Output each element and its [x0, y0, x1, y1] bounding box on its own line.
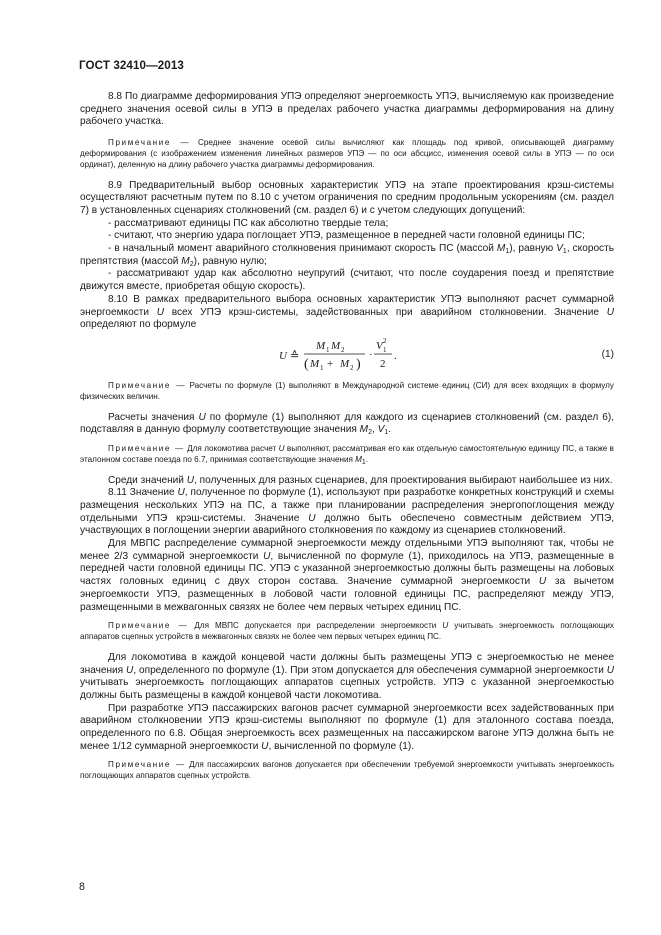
svg-text:2: 2 [383, 336, 387, 345]
note-2: Примечание — Расчеты по формуле (1) выполняют в Международной системе единиц (СИ) для всех входящих в формулу физических величин. [80, 380, 614, 401]
formula-v1: V [376, 339, 383, 352]
formula-lhs: U [279, 349, 287, 362]
svg-text:2: 2 [350, 363, 354, 372]
paragraph-among: Среди значений U, полученных для разных сценариев, для проектирования выбирают наибольшее из них. [108, 474, 613, 486]
paragraph-8-11: 8.11 Значение U, полученное по формуле (1), используют при разработке конкретных конструкций и схемы размещения нескольких УПЭ на ПС, а также при планировании распределения энергопоглощения между отдельными УПЭ крэш-системы. Значение U должно быть обеспечено совместным действием УПЭ, участвующих в поглощении энергии аварийного столкновения по каждому из сценариев столкновений. [80, 487, 614, 537]
svg-text:.: . [394, 349, 397, 362]
note-5: Примечание — Для пассажирских вагонов допускается при обеспечении требуемой энергоемкости учитывать энергоемкость поглощающих аппаратов сцепных устройств. [80, 760, 614, 781]
svg-text:1: 1 [326, 345, 330, 354]
list-item: - рассматривают удар как абсолютно неупругий (считают, что после соударения поезд и препятствие движутся вместе, приобретая общую скорость). [80, 268, 614, 293]
list-item: - рассматривают единицы ПС как абсолютно твердые тела; [108, 217, 389, 229]
paragraph-8-9: 8.9 Предварительный выбор основных характеристик УПЭ на этапе проектирования крэш-системы осуществляют расчетным путем по 8.10 с учетом ограничения по средним продольным ускорениям (см. раздел 7) в установленных сценариях столкновений (см. раздел 6) и с учетом следующих допущений: [80, 179, 614, 216]
note-3: Примечание — Для локомотива расчет U выполняют, рассматривая его как отдельную самостоятельную единицу ПС, а также в эталонном составе поезда по 6.7, принимая соответствующие значения $M_1$. [80, 443, 614, 466]
paragraph-calc: Расчеты значения U по формуле (1) выполняют для каждого из сценариев столкновений (см. раздел 6), подставляя в данную формулу соответствующие значения $M_2$, $V_1$. [80, 411, 615, 437]
paragraph-8-10: 8.10 В рамках предварительного выбора основных характеристик УПЭ выполняют расчет суммарной энергоемкости U всех УПЭ крэш-системы, задействованных при аварийном столкновении. Значение U определяют по формуле [80, 293, 614, 331]
note-1 [80, 138, 614, 170]
note-label: Примечание — [108, 138, 191, 148]
paragraph-mvps: Для МВПС распределение суммарной энергоемкости между отдельными УПЭ выполняют так, чтобы не менее 2/3 суммарной энергоемкости U, вычисленной по формуле (1), приходилось на УПЭ, размещенные в передней части головной единицы ПС. УПЭ с указанной энергоемкостью должны быть размещены на лобовых частях головных единиц с двух сторон состава. Значение суммарной энергоемкости U за вычетом энергоемкости УПЭ, размещенных в лобовой части головной единицы ПС, распределяют между УПЭ, размещенными в межвагонных связях не более чем первых четырех единиц ПС. [80, 538, 614, 613]
svg-text:1: 1 [320, 363, 324, 372]
note-4: Примечание — Для МВПС допускается при распределении энергоемкости U учитывать энергоемкость поглощающих аппаратов сцепных устройств в межвагонных связях не более чем первых четырех единиц ПС. [80, 621, 614, 642]
page-number: 8 [79, 881, 85, 893]
svg-text:): ) [356, 356, 361, 372]
list-item: - в начальный момент аварийного столкновения принимают скорость ПС (массой $M_1$), равную $V_1$, скорость препятствия (массой $M_2$), равную нулю; [80, 243, 614, 268]
paragraph-passenger: При разработке УПЭ пассажирских вагонов расчет суммарной энергоемкости всех задействованных при аварийном столкновении УПЭ крэш-системы выполняют по формуле (1) для эталонного состава поезда, определенного по 6.8. Общая энергоемкость всех размещенных на пассажирском вагоне УПЭ должна быть не менее 1/12 суммарной энергоемкости U, вычисленной по формуле (1). [80, 702, 614, 752]
paragraph-8-8: 8.8 По диаграмме деформирования УПЭ определяют энергоемкость УПЭ, вычисляемую как произведение среднего значения осевой силы в УПЭ в пределах рабочего участка диаграммы деформирования на длину рабочего участка. [80, 91, 614, 128]
formula-number: (1) [601, 348, 614, 360]
svg-text:(: ( [304, 356, 309, 372]
svg-text:·: · [369, 348, 373, 361]
document-header: ГОСТ 32410—2013 [79, 59, 184, 72]
formula-den-m1: M [310, 357, 320, 370]
svg-text:+: + [327, 357, 334, 370]
formula-graphic [80, 335, 614, 375]
paragraph-locomotive: Для локомотива в каждой концевой части должны быть размещены УПЭ с энергоемкостью не менее значения U, определенного по формуле (1). При этом допускается для обеспечения суммарной энергоемкости U учитывать энергоемкость поглощающих аппаратов сцепных устройств. УПЭ с указанной энергоемкостью должны быть размещены в каждой концевой части локомотива. [80, 651, 614, 701]
list-item: - считают, что энергию удара поглощает УПЭ, размещенное в передней части головной единицы ПС; [108, 230, 585, 242]
formula-num-m2: M [331, 339, 341, 352]
formula-relation: ≙ [290, 349, 300, 362]
note-text: Среднее значение осевой силы вычисляют как площадь под кривой, описывающей диаграмму деформирования (с изображением изменения линейных размеров УПЭ — по оси абсцисс, изменения осевой силы в УПЭ — по оси ординат), деленную на длину рабочего участка диаграммы деформирования. [80, 138, 614, 169]
formula-1 [80, 335, 614, 375]
svg-text:2: 2 [380, 357, 386, 370]
svg-text:1: 1 [383, 345, 387, 354]
page-content [80, 91, 614, 782]
svg-text:2: 2 [341, 345, 345, 354]
formula-num-m1: M [316, 339, 326, 352]
formula-den-m2: M [340, 357, 350, 370]
